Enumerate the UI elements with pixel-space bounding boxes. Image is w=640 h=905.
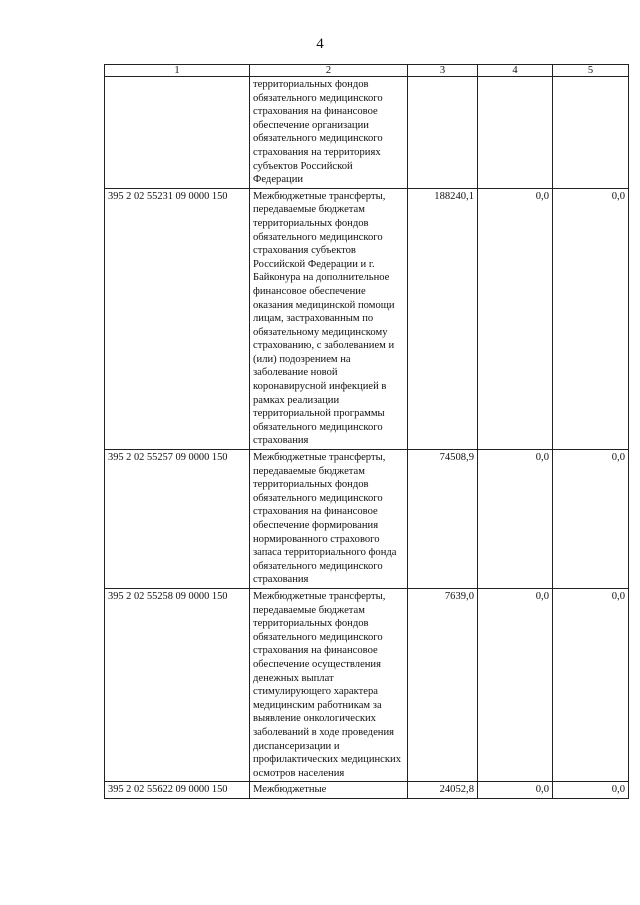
income-name: Межбюджетные [250,782,408,799]
amount-col4 [478,77,553,189]
amount-col4: 0,0 [478,188,553,449]
header-row [105,65,629,77]
income-name: Межбюджетные трансферты, передаваемые бюджетам территориальных фондов обязательного медицинского страхования субъектов Российской Федерации и г. Байконура на дополнительное финансовое обеспечение оказания медицинской помощи лицам, застрахованным по обязательному медицинскому страхованию, с заболеванием и (или) подозрением на заболевание новой коронавирусной инфекцией в рамках реализации территориальной программы обязательного медицинского страхования [250,188,408,449]
income-code [105,77,250,189]
income-name: Межбюджетные трансферты, передаваемые бюджетам территориальных фондов обязательного медицинского страхования на финансовое обеспечение формирования нормированного страхового запаса территориального фонда обязательного медицинского страхования [250,450,408,589]
page-number: 4 [316,36,324,52]
table-row [105,77,629,189]
amount-col3: 74508,9 [408,450,478,589]
income-name: территориальных фондов обязательного медицинского страхования на финансовое обеспечение организации обязательного медицинского страхования на территориях субъектов Российской Федерации [250,77,408,189]
amount-col3: 24052,8 [408,782,478,799]
amount-col5 [553,77,629,189]
income-code: 395 2 02 55258 09 0000 150 [105,588,250,781]
amount-col3: 188240,1 [408,188,478,449]
income-code: 395 2 02 55231 09 0000 150 [105,188,250,449]
amount-col5: 0,0 [553,782,629,799]
income-name: Межбюджетные трансферты, передаваемые бюджетам территориальных фондов обязательного медицинского страхования на финансовое обеспечение осуществления денежных выплат стимулирующего характера медицинским работникам за выявление онкологических заболеваний в ходе проведения диспансеризации и профилактических медицинских осмотров населения [250,588,408,781]
table-row [105,188,629,449]
budget-table [104,64,629,799]
amount-col5: 0,0 [553,188,629,449]
table-row [105,588,629,781]
amount-col5: 0,0 [553,450,629,589]
income-code: 395 2 02 55622 09 0000 150 [105,782,250,799]
amount-col4: 0,0 [478,782,553,799]
amount-col3: 7639,0 [408,588,478,781]
amount-col4: 0,0 [478,588,553,781]
column-header: 5 [553,65,629,77]
column-header: 3 [408,65,478,77]
amount-col3 [408,77,478,189]
column-header: 1 [105,65,250,77]
table-row [105,450,629,589]
table-row [105,782,629,799]
column-header: 4 [478,65,553,77]
income-code: 395 2 02 55257 09 0000 150 [105,450,250,589]
amount-col4: 0,0 [478,450,553,589]
amount-col5: 0,0 [553,588,629,781]
column-header: 2 [250,65,408,77]
